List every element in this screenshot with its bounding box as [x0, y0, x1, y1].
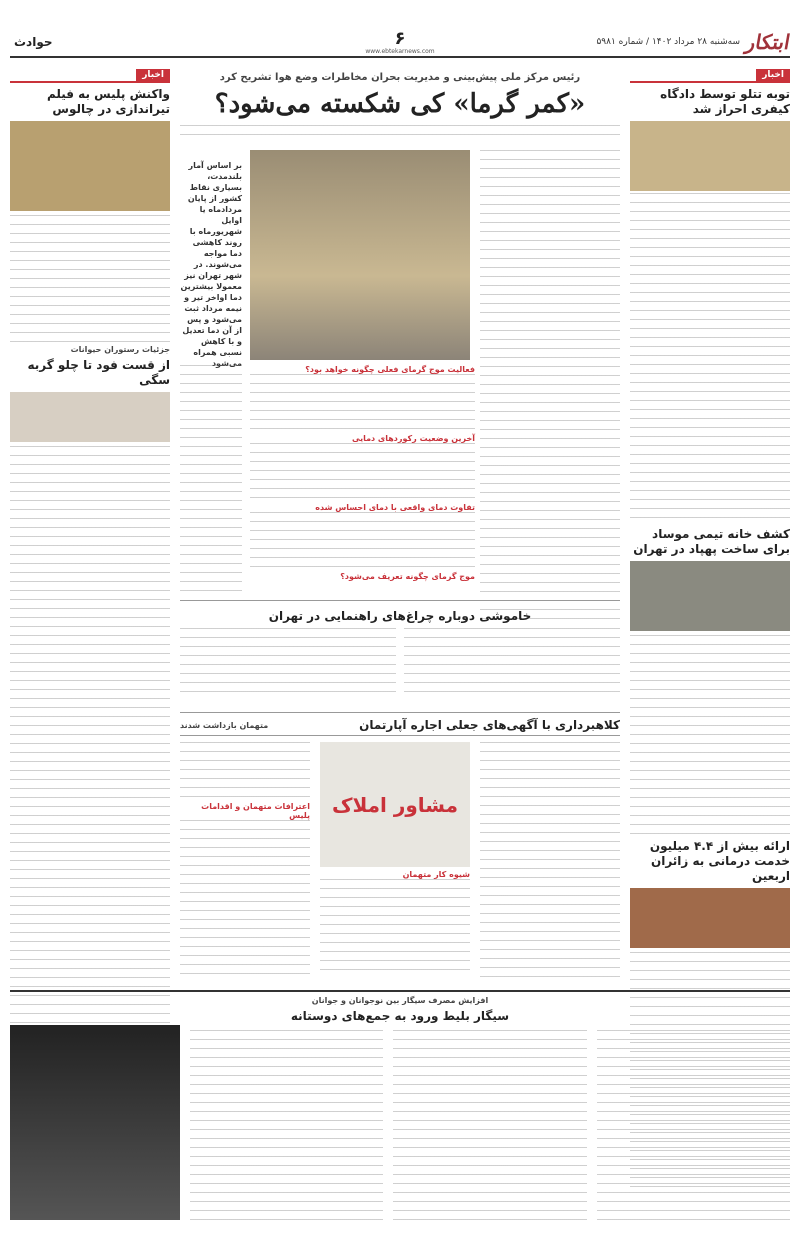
smoking-photo: [10, 1025, 180, 1220]
subhead: شیوه کار متهمان: [402, 870, 470, 879]
headline-chalus: واکنش پلیس به فیلم تیراندازی در چالوس: [46, 87, 170, 116]
subhead: اعترافات متهمان و اقدامات پلیس: [201, 802, 310, 820]
subhead: فعالیت موج گرمای فعلی چگونه خواهد بود؟: [305, 365, 475, 374]
newspaper-logo: ابتکار: [743, 30, 793, 54]
lead-title: «کمر گرما» کی شکسته می‌شود؟: [214, 89, 586, 119]
smoking-story: [10, 996, 790, 1028]
smoking-body: [190, 1030, 790, 1220]
fraud-story: [180, 718, 620, 736]
article-photo: [630, 121, 790, 191]
kicker-restaurant: جزئیات رستوران حیوانات: [70, 345, 170, 354]
traffic-story: [180, 605, 620, 698]
subhead: آخرین وضعیت رکوردهای دمایی: [351, 434, 475, 443]
article-photo: [630, 561, 790, 631]
page-number-block: [365, 27, 435, 55]
lead-body-right: [480, 150, 620, 620]
news-tag-left: اخبار: [136, 69, 170, 81]
fraud-photo-caption: مشاور املاک: [331, 792, 459, 817]
headline-mossad: کشف خانه تیمی موساد برای ساخت پهپاد در تهران: [633, 527, 790, 556]
kicker-fraud: متهمان بازداشت شدند: [180, 721, 269, 730]
fraud-body-left: [180, 742, 310, 982]
lead-kicker: رئیس مرکز ملی پیش‌بینی و مدیریت بحران مخاطرات وضع هوا تشریح کرد: [219, 72, 581, 83]
headline-fraud: کلاهبرداری با آگهی‌های جعلی اجاره آپارتمان: [359, 718, 620, 732]
article-photo: [630, 888, 790, 948]
fraud-body-right: [480, 742, 620, 982]
lead-story: [180, 72, 620, 143]
masthead: [10, 27, 793, 58]
subhead: تفاوت دمای واقعی با دمای احساس شده: [315, 503, 475, 512]
subhead: موج گرمای چگونه تعریف می‌شود؟: [340, 572, 475, 581]
headline-traffic: خاموشی دوباره چراغ‌های راهنمایی در تهران: [268, 609, 532, 623]
lead-pullquote: بر اساس آمار بلندمدت، بسیاری نقاط کشور از پایان مردادماه یا اوایل شهریورماه با روند کاهشی دما مواجه می‌شوند. در شهر تهران نیز معمولا بیشترین دما اواخر تیر و نیمه مرداد ثبت می‌شود و پس از آن دما تعدیل و با کاهش نسبی همراه می‌شود: [180, 161, 242, 368]
headline-tataloo: توبه تتلو توسط دادگاه کیفری احراز شد: [660, 87, 790, 116]
news-tag-right: اخبار: [756, 69, 790, 81]
fraud-photo: [320, 742, 470, 867]
section-title: حوادث: [14, 35, 53, 49]
site-url: www.ebtekarnews.com: [365, 47, 435, 55]
lead-photo: [250, 150, 470, 360]
page-number: ۶: [394, 27, 406, 49]
article-photo: [10, 121, 170, 211]
lead-body-mid: [250, 365, 475, 595]
headline-arbaeen: ارائه بیش از ۴.۴ میلیون خدمت درمانی به زائران اربعین: [649, 839, 790, 883]
article-photo: [10, 392, 170, 442]
headline-smoking: سیگار بلیط ورود به جمع‌های دوستانه: [290, 1009, 510, 1023]
lead-body-left: [180, 365, 242, 595]
kicker-smoking: افزایش مصرف سیگار بین نوجوانان و جوانان: [311, 996, 489, 1005]
headline-restaurant: از قست فود تا چلو گربه سگی: [27, 358, 170, 387]
fraud-body-mid: [320, 870, 470, 980]
dateline: سه‌شنبه ۲۸ مرداد ۱۴۰۲ / شماره ۵۹۸۱: [596, 37, 741, 47]
